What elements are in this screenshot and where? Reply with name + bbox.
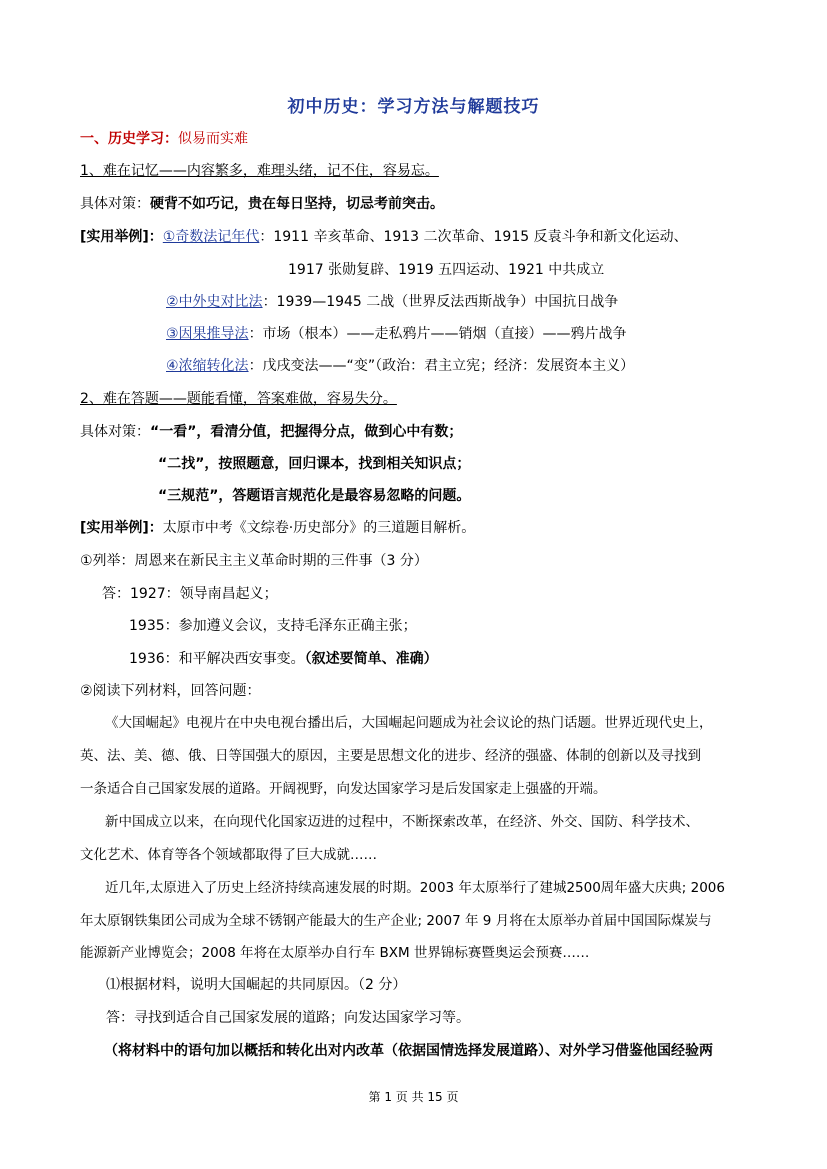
strategy-label: 具体对策： — [80, 196, 150, 212]
answer-1-note: （叙述要简单、准确） — [304, 651, 438, 667]
question-1: ①列举：周恩来在新民主主义革命时期的三件事（3 分） — [80, 553, 428, 569]
sub-answer-note: （将材料中的语句加以概括和转化出对内改革（依据国情选择发展道路）、对外学习借鉴他国经验两 — [104, 1043, 713, 1059]
material-p2-l2: 文化艺术、体育等各个领域都取得了巨大成就…… — [80, 847, 377, 863]
method-condense-line — [166, 356, 634, 376]
strategy-1 — [80, 194, 444, 214]
sub-answer-1: 答：寻找到适合自己国家发展的道路；向发达国家学习等。 — [106, 1010, 470, 1026]
method-cause: ③因果推导法 — [166, 326, 249, 342]
material-p1-l3: 一条适合自己国家发展的道路。开阔视野，向发达国家学习是后发国家走上强盛的开端。 — [80, 781, 607, 797]
material-p1-l1: 《大国崛起》电视片在中央电视台播出后，大国崛起问题成为社会议论的热门话题。世界近现代史上， — [105, 715, 713, 731]
page-footer: 第 1 页 共 15 页 — [368, 1090, 459, 1104]
method-condense: ④浓缩转化法 — [166, 358, 249, 374]
method-odd-year-text-2: 1917 张勋复辟、1919 五四运动、1921 中共成立 — [288, 262, 605, 278]
method-cause-line — [166, 324, 627, 344]
example-text-2: 太原市中考《文综卷·历史部分》的三道题目解析。 — [162, 520, 476, 536]
answer-1-line-2: 1935：参加遵义会议，支持毛泽东正确主张； — [129, 618, 417, 634]
strategy-text: 硬背不如巧记，贵在每日坚持，切忌考前突击。 — [150, 196, 444, 212]
example-label-2: [实用举例]： — [80, 520, 163, 536]
difficulty-point-2: 2、难在答题——题能看懂，答案难做，容易失分。 — [80, 391, 397, 407]
example-line-1 — [80, 227, 688, 247]
strategy-standard: “三规范”，答题语言规范化是最容易忽略的问题。 — [158, 488, 471, 504]
material-p3-l1: 近几年,太原进入了历史上经济持续高速发展的时期。2003 年太原举行了建城2500周年盛大庆典; 2006 — [105, 880, 725, 896]
material-p2-l1: 新中国成立以来，在向现代化国家迈进的过程中，不断探索改革，在经济、外交、国防、科学技术、 — [105, 814, 699, 830]
difficulty-point-1: 1、难在记忆——内容繁多，难理头绪，记不住，容易忘。 — [80, 163, 439, 179]
strategy-look: “一看”，看清分值，把握得分点，做到心中有数； — [150, 424, 463, 440]
page-title: 初中历史：学习方法与解题技巧 — [287, 97, 540, 117]
method-condense-text: ：戊戌变法——“变”（政治：君主立宪；经济：发展资本主义） — [248, 358, 635, 374]
method-compare: ②中外史对比法 — [166, 294, 263, 310]
material-p1-l2: 英、法、美、德、俄、日等国强大的原因，主要是思想文化的进步、经济的强盛、体制的创新以及寻找到 — [80, 748, 701, 764]
question-2: ②阅读下列材料，回答问题： — [80, 683, 261, 699]
method-cause-text: ：市场（根本）——走私鸦片——销烟（直接）——鸦片战争 — [248, 326, 627, 342]
example-label: [实用举例]： — [80, 229, 163, 245]
strategy-2 — [80, 422, 462, 442]
answer-1-line-3-text: 1936：和平解决西安事变。 — [129, 651, 305, 667]
strategy-label-2: 具体对策： — [80, 424, 150, 440]
method-compare-line — [166, 292, 618, 312]
method-compare-text: ：1939—1945 二战（世界反法西斯战争）中国抗日战争 — [262, 294, 619, 310]
material-p3-l2: 年太原钢铁集团公司成为全球不锈钢产能最大的生产企业; 2007 年 9 月将在太原举办首届中国国际煤炭与 — [80, 913, 712, 929]
example-line-2 — [80, 518, 475, 538]
section-heading-rest: 似易而实难 — [178, 131, 248, 147]
sub-question-1: ⑴根据材料，说明大国崛起的共同原因。（2 分） — [106, 977, 407, 993]
answer-1-line-3 — [129, 649, 438, 669]
method-odd-year-text: ：1911 辛亥革命、1913 二次革命、1915 反袁斗争和新文化运动、 — [259, 229, 688, 245]
method-odd-year: ①奇数法记年代 — [162, 229, 260, 245]
section-heading — [80, 129, 248, 149]
strategy-find: “二找”，按照题意，回归课本，找到相关知识点； — [158, 456, 471, 472]
material-p3-l3: 能源新产业博览会；2008 年将在太原举办自行车 BXM 世界锦标赛暨奥运会预赛…… — [80, 945, 590, 961]
section-heading-bold: 一、历史学习： — [80, 131, 178, 147]
answer-1-line-1: 答：1927：领导南昌起义； — [102, 586, 278, 602]
